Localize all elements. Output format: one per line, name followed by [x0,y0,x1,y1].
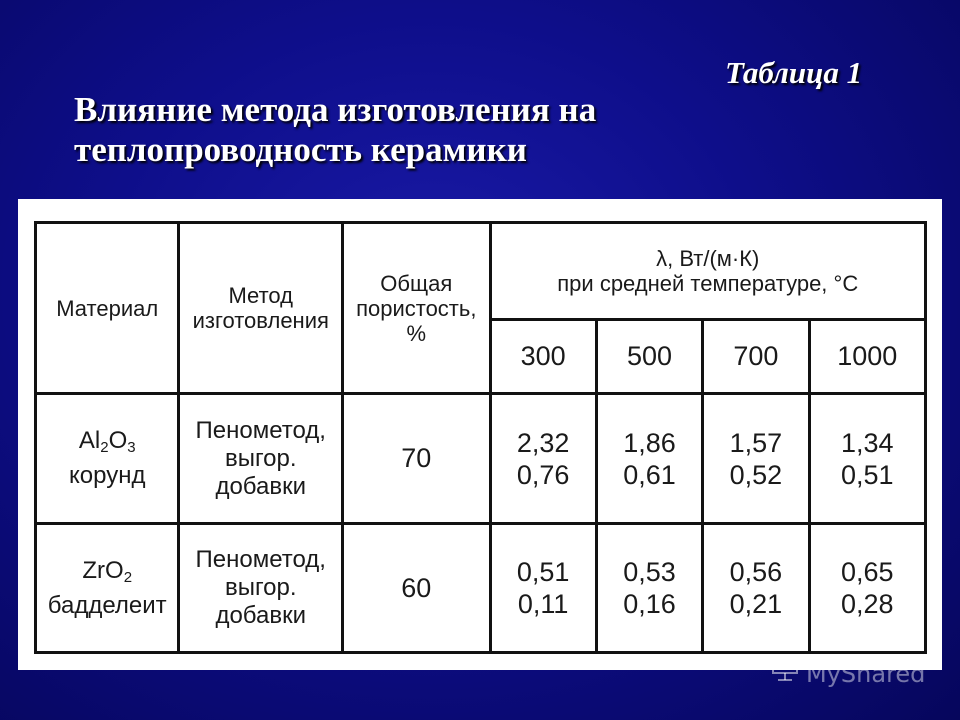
header-material: Материал [36,223,179,394]
value-cell: 1,86 0,61 [596,394,702,524]
value-cell: 0,51 0,11 [490,524,596,653]
table-row [36,524,926,653]
method-cell: Пенометод, выгор. добавки [179,524,343,653]
watermark-text: MyShared [806,660,926,688]
value-cell: 0,65 0,28 [809,524,925,653]
material-name: корунд [69,462,146,489]
header-porosity: Общая пористость, % [343,223,490,394]
value-cell: 0,53 0,16 [596,524,702,653]
header-temp-1000: 1000 [809,320,925,394]
header-temp-500: 500 [596,320,702,394]
porosity-cell: 60 [343,524,490,653]
header-lambda-unit: λ, Вт/(м·К) [656,246,760,271]
table-panel [18,199,942,670]
table-row [36,394,926,524]
value-cell: 1,34 0,51 [809,394,925,524]
material-formula: $Al_2O_3$ [78,427,136,456]
value-cell: 0,56 0,21 [703,524,809,653]
slide-title: Влияние метода изготовления на теплопроводность керамики [74,90,597,169]
value-cell: 1,57 0,52 [703,394,809,524]
header-lambda-subtitle: при средней температуре, °С [557,271,859,296]
table-caption: Таблица 1 [725,55,863,90]
material-cell [36,524,179,653]
method-cell: Пенометод, выгор. добавки [179,394,343,524]
header-temp-700: 700 [703,320,809,394]
material-name: бадделеит [47,591,167,619]
header-method: Метод изготовления [179,223,343,394]
value-cell: 2,32 0,76 [490,394,596,524]
thermal-conductivity-table [34,221,927,654]
header-temp-300: 300 [490,320,596,394]
presentation-icon [770,656,800,688]
header-lambda [490,223,926,320]
material-cell [36,394,179,524]
porosity-cell: 70 [343,394,490,524]
watermark [770,656,925,688]
material-formula: ZrO$_2$ [82,556,133,586]
